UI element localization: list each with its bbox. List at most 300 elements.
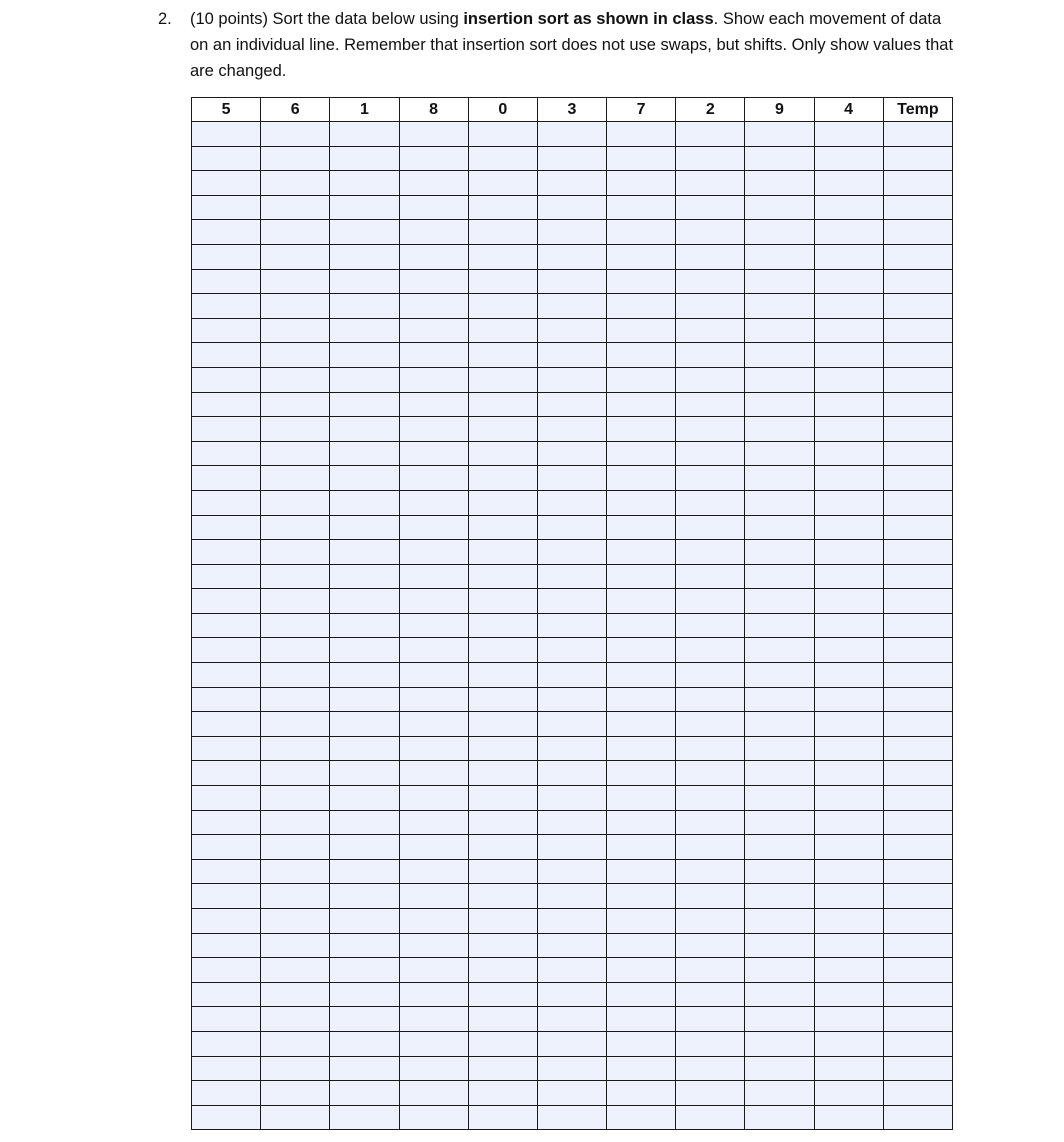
blank-cell[interactable] <box>399 933 468 958</box>
blank-cell[interactable] <box>468 171 537 196</box>
blank-cell[interactable] <box>745 736 814 761</box>
blank-cell[interactable] <box>330 786 399 811</box>
blank-cell[interactable] <box>607 663 676 688</box>
blank-cell[interactable] <box>537 1081 606 1106</box>
blank-cell[interactable] <box>814 589 883 614</box>
blank-cell[interactable] <box>192 884 261 909</box>
blank-cell[interactable] <box>192 367 261 392</box>
blank-cell[interactable] <box>607 589 676 614</box>
blank-cell[interactable] <box>745 1007 814 1032</box>
blank-cell[interactable] <box>676 884 745 909</box>
blank-cell[interactable] <box>537 736 606 761</box>
blank-cell[interactable] <box>607 1081 676 1106</box>
blank-cell[interactable] <box>814 122 883 147</box>
blank-cell[interactable] <box>537 540 606 565</box>
blank-cell[interactable] <box>676 220 745 245</box>
blank-cell[interactable] <box>607 958 676 983</box>
blank-cell[interactable] <box>745 490 814 515</box>
blank-cell[interactable] <box>676 515 745 540</box>
blank-cell[interactable] <box>676 712 745 737</box>
blank-cell[interactable] <box>468 859 537 884</box>
blank-cell[interactable] <box>330 958 399 983</box>
blank-cell[interactable] <box>676 761 745 786</box>
blank-cell[interactable] <box>399 269 468 294</box>
blank-cell[interactable] <box>676 638 745 663</box>
blank-cell[interactable] <box>745 122 814 147</box>
blank-cell[interactable] <box>537 810 606 835</box>
blank-cell[interactable] <box>745 195 814 220</box>
blank-cell[interactable] <box>537 220 606 245</box>
blank-cell[interactable] <box>814 933 883 958</box>
blank-cell[interactable] <box>468 564 537 589</box>
blank-cell[interactable] <box>468 540 537 565</box>
blank-cell[interactable] <box>883 269 952 294</box>
blank-cell[interactable] <box>814 490 883 515</box>
blank-cell[interactable] <box>883 392 952 417</box>
blank-cell[interactable] <box>537 958 606 983</box>
blank-cell[interactable] <box>537 269 606 294</box>
blank-cell[interactable] <box>607 638 676 663</box>
blank-cell[interactable] <box>745 220 814 245</box>
blank-cell[interactable] <box>745 589 814 614</box>
blank-cell[interactable] <box>676 909 745 934</box>
blank-cell[interactable] <box>745 687 814 712</box>
blank-cell[interactable] <box>399 712 468 737</box>
blank-cell[interactable] <box>537 638 606 663</box>
blank-cell[interactable] <box>192 810 261 835</box>
blank-cell[interactable] <box>330 171 399 196</box>
blank-cell[interactable] <box>468 515 537 540</box>
blank-cell[interactable] <box>607 1007 676 1032</box>
blank-cell[interactable] <box>814 1031 883 1056</box>
blank-cell[interactable] <box>676 490 745 515</box>
blank-cell[interactable] <box>537 195 606 220</box>
blank-cell[interactable] <box>468 392 537 417</box>
blank-cell[interactable] <box>330 122 399 147</box>
blank-cell[interactable] <box>676 859 745 884</box>
blank-cell[interactable] <box>330 294 399 319</box>
blank-cell[interactable] <box>330 343 399 368</box>
blank-cell[interactable] <box>261 122 330 147</box>
blank-cell[interactable] <box>883 294 952 319</box>
blank-cell[interactable] <box>261 392 330 417</box>
blank-cell[interactable] <box>676 982 745 1007</box>
blank-cell[interactable] <box>814 1007 883 1032</box>
blank-cell[interactable] <box>468 909 537 934</box>
blank-cell[interactable] <box>537 982 606 1007</box>
blank-cell[interactable] <box>883 687 952 712</box>
blank-cell[interactable] <box>883 1056 952 1081</box>
blank-cell[interactable] <box>745 1081 814 1106</box>
blank-cell[interactable] <box>745 835 814 860</box>
blank-cell[interactable] <box>330 712 399 737</box>
blank-cell[interactable] <box>883 490 952 515</box>
blank-cell[interactable] <box>537 490 606 515</box>
blank-cell[interactable] <box>468 589 537 614</box>
blank-cell[interactable] <box>607 343 676 368</box>
blank-cell[interactable] <box>468 146 537 171</box>
blank-cell[interactable] <box>192 982 261 1007</box>
blank-cell[interactable] <box>192 564 261 589</box>
blank-cell[interactable] <box>676 441 745 466</box>
blank-cell[interactable] <box>330 589 399 614</box>
blank-cell[interactable] <box>676 269 745 294</box>
blank-cell[interactable] <box>399 835 468 860</box>
blank-cell[interactable] <box>607 417 676 442</box>
blank-cell[interactable] <box>537 294 606 319</box>
blank-cell[interactable] <box>607 859 676 884</box>
blank-cell[interactable] <box>261 835 330 860</box>
blank-cell[interactable] <box>468 786 537 811</box>
blank-cell[interactable] <box>192 933 261 958</box>
blank-cell[interactable] <box>537 171 606 196</box>
blank-cell[interactable] <box>745 909 814 934</box>
blank-cell[interactable] <box>745 318 814 343</box>
blank-cell[interactable] <box>745 441 814 466</box>
blank-cell[interactable] <box>745 712 814 737</box>
blank-cell[interactable] <box>399 1105 468 1130</box>
blank-cell[interactable] <box>883 318 952 343</box>
blank-cell[interactable] <box>399 515 468 540</box>
blank-cell[interactable] <box>537 146 606 171</box>
blank-cell[interactable] <box>814 540 883 565</box>
blank-cell[interactable] <box>537 122 606 147</box>
blank-cell[interactable] <box>261 564 330 589</box>
blank-cell[interactable] <box>399 220 468 245</box>
blank-cell[interactable] <box>745 466 814 491</box>
blank-cell[interactable] <box>537 466 606 491</box>
blank-cell[interactable] <box>192 589 261 614</box>
blank-cell[interactable] <box>468 663 537 688</box>
blank-cell[interactable] <box>814 466 883 491</box>
blank-cell[interactable] <box>192 343 261 368</box>
blank-cell[interactable] <box>399 663 468 688</box>
blank-cell[interactable] <box>814 269 883 294</box>
blank-cell[interactable] <box>883 933 952 958</box>
blank-cell[interactable] <box>883 564 952 589</box>
blank-cell[interactable] <box>607 982 676 1007</box>
blank-cell[interactable] <box>468 294 537 319</box>
blank-cell[interactable] <box>883 736 952 761</box>
blank-cell[interactable] <box>676 122 745 147</box>
blank-cell[interactable] <box>814 786 883 811</box>
blank-cell[interactable] <box>745 540 814 565</box>
blank-cell[interactable] <box>192 786 261 811</box>
blank-cell[interactable] <box>468 441 537 466</box>
blank-cell[interactable] <box>814 367 883 392</box>
blank-cell[interactable] <box>537 613 606 638</box>
blank-cell[interactable] <box>537 761 606 786</box>
blank-cell[interactable] <box>399 294 468 319</box>
blank-cell[interactable] <box>192 146 261 171</box>
blank-cell[interactable] <box>468 1007 537 1032</box>
blank-cell[interactable] <box>537 933 606 958</box>
blank-cell[interactable] <box>607 195 676 220</box>
blank-cell[interactable] <box>261 441 330 466</box>
blank-cell[interactable] <box>192 220 261 245</box>
blank-cell[interactable] <box>330 417 399 442</box>
blank-cell[interactable] <box>883 982 952 1007</box>
blank-cell[interactable] <box>330 761 399 786</box>
blank-cell[interactable] <box>399 958 468 983</box>
blank-cell[interactable] <box>814 195 883 220</box>
blank-cell[interactable] <box>399 884 468 909</box>
blank-cell[interactable] <box>399 146 468 171</box>
blank-cell[interactable] <box>192 195 261 220</box>
blank-cell[interactable] <box>399 490 468 515</box>
blank-cell[interactable] <box>468 1031 537 1056</box>
blank-cell[interactable] <box>607 318 676 343</box>
blank-cell[interactable] <box>468 761 537 786</box>
blank-cell[interactable] <box>537 663 606 688</box>
blank-cell[interactable] <box>537 564 606 589</box>
blank-cell[interactable] <box>399 687 468 712</box>
blank-cell[interactable] <box>745 613 814 638</box>
blank-cell[interactable] <box>261 810 330 835</box>
blank-cell[interactable] <box>745 515 814 540</box>
blank-cell[interactable] <box>261 933 330 958</box>
blank-cell[interactable] <box>468 1056 537 1081</box>
blank-cell[interactable] <box>745 761 814 786</box>
blank-cell[interactable] <box>607 1056 676 1081</box>
blank-cell[interactable] <box>814 687 883 712</box>
blank-cell[interactable] <box>330 195 399 220</box>
blank-cell[interactable] <box>468 269 537 294</box>
blank-cell[interactable] <box>537 909 606 934</box>
blank-cell[interactable] <box>607 613 676 638</box>
blank-cell[interactable] <box>883 909 952 934</box>
blank-cell[interactable] <box>399 122 468 147</box>
blank-cell[interactable] <box>745 564 814 589</box>
blank-cell[interactable] <box>330 1031 399 1056</box>
blank-cell[interactable] <box>399 171 468 196</box>
blank-cell[interactable] <box>676 958 745 983</box>
blank-cell[interactable] <box>883 343 952 368</box>
blank-cell[interactable] <box>537 515 606 540</box>
blank-cell[interactable] <box>330 933 399 958</box>
blank-cell[interactable] <box>745 1105 814 1130</box>
blank-cell[interactable] <box>468 884 537 909</box>
blank-cell[interactable] <box>261 540 330 565</box>
blank-cell[interactable] <box>676 736 745 761</box>
blank-cell[interactable] <box>745 1031 814 1056</box>
blank-cell[interactable] <box>261 687 330 712</box>
blank-cell[interactable] <box>537 1031 606 1056</box>
blank-cell[interactable] <box>399 1081 468 1106</box>
blank-cell[interactable] <box>330 663 399 688</box>
blank-cell[interactable] <box>607 909 676 934</box>
blank-cell[interactable] <box>883 220 952 245</box>
blank-cell[interactable] <box>676 810 745 835</box>
blank-cell[interactable] <box>607 515 676 540</box>
blank-cell[interactable] <box>330 515 399 540</box>
blank-cell[interactable] <box>261 1007 330 1032</box>
blank-cell[interactable] <box>192 958 261 983</box>
blank-cell[interactable] <box>883 466 952 491</box>
blank-cell[interactable] <box>607 835 676 860</box>
blank-cell[interactable] <box>883 171 952 196</box>
blank-cell[interactable] <box>468 736 537 761</box>
blank-cell[interactable] <box>745 269 814 294</box>
blank-cell[interactable] <box>607 367 676 392</box>
blank-cell[interactable] <box>537 712 606 737</box>
blank-cell[interactable] <box>883 810 952 835</box>
blank-cell[interactable] <box>676 835 745 860</box>
blank-cell[interactable] <box>814 982 883 1007</box>
blank-cell[interactable] <box>814 761 883 786</box>
blank-cell[interactable] <box>607 392 676 417</box>
blank-cell[interactable] <box>330 687 399 712</box>
blank-cell[interactable] <box>468 122 537 147</box>
blank-cell[interactable] <box>745 1056 814 1081</box>
blank-cell[interactable] <box>676 786 745 811</box>
blank-cell[interactable] <box>607 736 676 761</box>
blank-cell[interactable] <box>883 417 952 442</box>
blank-cell[interactable] <box>192 663 261 688</box>
blank-cell[interactable] <box>330 244 399 269</box>
blank-cell[interactable] <box>261 761 330 786</box>
blank-cell[interactable] <box>676 392 745 417</box>
blank-cell[interactable] <box>676 564 745 589</box>
blank-cell[interactable] <box>399 392 468 417</box>
blank-cell[interactable] <box>607 122 676 147</box>
blank-cell[interactable] <box>261 1056 330 1081</box>
blank-cell[interactable] <box>814 859 883 884</box>
blank-cell[interactable] <box>399 909 468 934</box>
blank-cell[interactable] <box>330 269 399 294</box>
blank-cell[interactable] <box>883 367 952 392</box>
blank-cell[interactable] <box>468 638 537 663</box>
blank-cell[interactable] <box>676 343 745 368</box>
blank-cell[interactable] <box>261 220 330 245</box>
blank-cell[interactable] <box>330 884 399 909</box>
blank-cell[interactable] <box>676 1007 745 1032</box>
blank-cell[interactable] <box>399 859 468 884</box>
blank-cell[interactable] <box>676 1031 745 1056</box>
blank-cell[interactable] <box>883 122 952 147</box>
blank-cell[interactable] <box>607 220 676 245</box>
blank-cell[interactable] <box>468 466 537 491</box>
blank-cell[interactable] <box>399 244 468 269</box>
blank-cell[interactable] <box>676 171 745 196</box>
blank-cell[interactable] <box>330 835 399 860</box>
blank-cell[interactable] <box>676 613 745 638</box>
blank-cell[interactable] <box>607 786 676 811</box>
blank-cell[interactable] <box>676 195 745 220</box>
blank-cell[interactable] <box>607 933 676 958</box>
blank-cell[interactable] <box>607 540 676 565</box>
blank-cell[interactable] <box>814 1056 883 1081</box>
blank-cell[interactable] <box>814 318 883 343</box>
blank-cell[interactable] <box>330 1056 399 1081</box>
blank-cell[interactable] <box>330 859 399 884</box>
blank-cell[interactable] <box>745 171 814 196</box>
blank-cell[interactable] <box>607 1031 676 1056</box>
blank-cell[interactable] <box>261 982 330 1007</box>
blank-cell[interactable] <box>192 761 261 786</box>
blank-cell[interactable] <box>330 220 399 245</box>
blank-cell[interactable] <box>814 220 883 245</box>
blank-cell[interactable] <box>607 761 676 786</box>
blank-cell[interactable] <box>745 638 814 663</box>
blank-cell[interactable] <box>468 220 537 245</box>
blank-cell[interactable] <box>676 663 745 688</box>
blank-cell[interactable] <box>261 1031 330 1056</box>
blank-cell[interactable] <box>330 1081 399 1106</box>
blank-cell[interactable] <box>537 687 606 712</box>
blank-cell[interactable] <box>607 490 676 515</box>
blank-cell[interactable] <box>883 1007 952 1032</box>
blank-cell[interactable] <box>261 515 330 540</box>
blank-cell[interactable] <box>399 367 468 392</box>
blank-cell[interactable] <box>330 392 399 417</box>
blank-cell[interactable] <box>745 786 814 811</box>
blank-cell[interactable] <box>468 810 537 835</box>
blank-cell[interactable] <box>745 244 814 269</box>
blank-cell[interactable] <box>399 982 468 1007</box>
blank-cell[interactable] <box>261 909 330 934</box>
blank-cell[interactable] <box>537 343 606 368</box>
blank-cell[interactable] <box>261 1081 330 1106</box>
blank-cell[interactable] <box>607 269 676 294</box>
blank-cell[interactable] <box>261 269 330 294</box>
blank-cell[interactable] <box>192 441 261 466</box>
blank-cell[interactable] <box>261 736 330 761</box>
blank-cell[interactable] <box>883 146 952 171</box>
blank-cell[interactable] <box>883 195 952 220</box>
blank-cell[interactable] <box>468 933 537 958</box>
blank-cell[interactable] <box>814 712 883 737</box>
blank-cell[interactable] <box>676 687 745 712</box>
blank-cell[interactable] <box>468 244 537 269</box>
blank-cell[interactable] <box>468 1105 537 1130</box>
blank-cell[interactable] <box>814 441 883 466</box>
blank-cell[interactable] <box>883 244 952 269</box>
blank-cell[interactable] <box>468 958 537 983</box>
blank-cell[interactable] <box>814 909 883 934</box>
blank-cell[interactable] <box>676 1056 745 1081</box>
blank-cell[interactable] <box>537 441 606 466</box>
blank-cell[interactable] <box>537 367 606 392</box>
blank-cell[interactable] <box>814 392 883 417</box>
blank-cell[interactable] <box>330 466 399 491</box>
blank-cell[interactable] <box>192 392 261 417</box>
blank-cell[interactable] <box>468 490 537 515</box>
blank-cell[interactable] <box>468 835 537 860</box>
blank-cell[interactable] <box>330 490 399 515</box>
blank-cell[interactable] <box>399 195 468 220</box>
blank-cell[interactable] <box>814 1081 883 1106</box>
blank-cell[interactable] <box>468 417 537 442</box>
blank-cell[interactable] <box>468 613 537 638</box>
blank-cell[interactable] <box>192 318 261 343</box>
blank-cell[interactable] <box>745 958 814 983</box>
blank-cell[interactable] <box>745 146 814 171</box>
blank-cell[interactable] <box>607 564 676 589</box>
blank-cell[interactable] <box>883 786 952 811</box>
blank-cell[interactable] <box>537 1105 606 1130</box>
blank-cell[interactable] <box>883 663 952 688</box>
blank-cell[interactable] <box>537 244 606 269</box>
blank-cell[interactable] <box>814 515 883 540</box>
blank-cell[interactable] <box>883 1081 952 1106</box>
blank-cell[interactable] <box>399 417 468 442</box>
blank-cell[interactable] <box>192 1007 261 1032</box>
blank-cell[interactable] <box>883 835 952 860</box>
blank-cell[interactable] <box>676 367 745 392</box>
blank-cell[interactable] <box>399 441 468 466</box>
blank-cell[interactable] <box>814 171 883 196</box>
